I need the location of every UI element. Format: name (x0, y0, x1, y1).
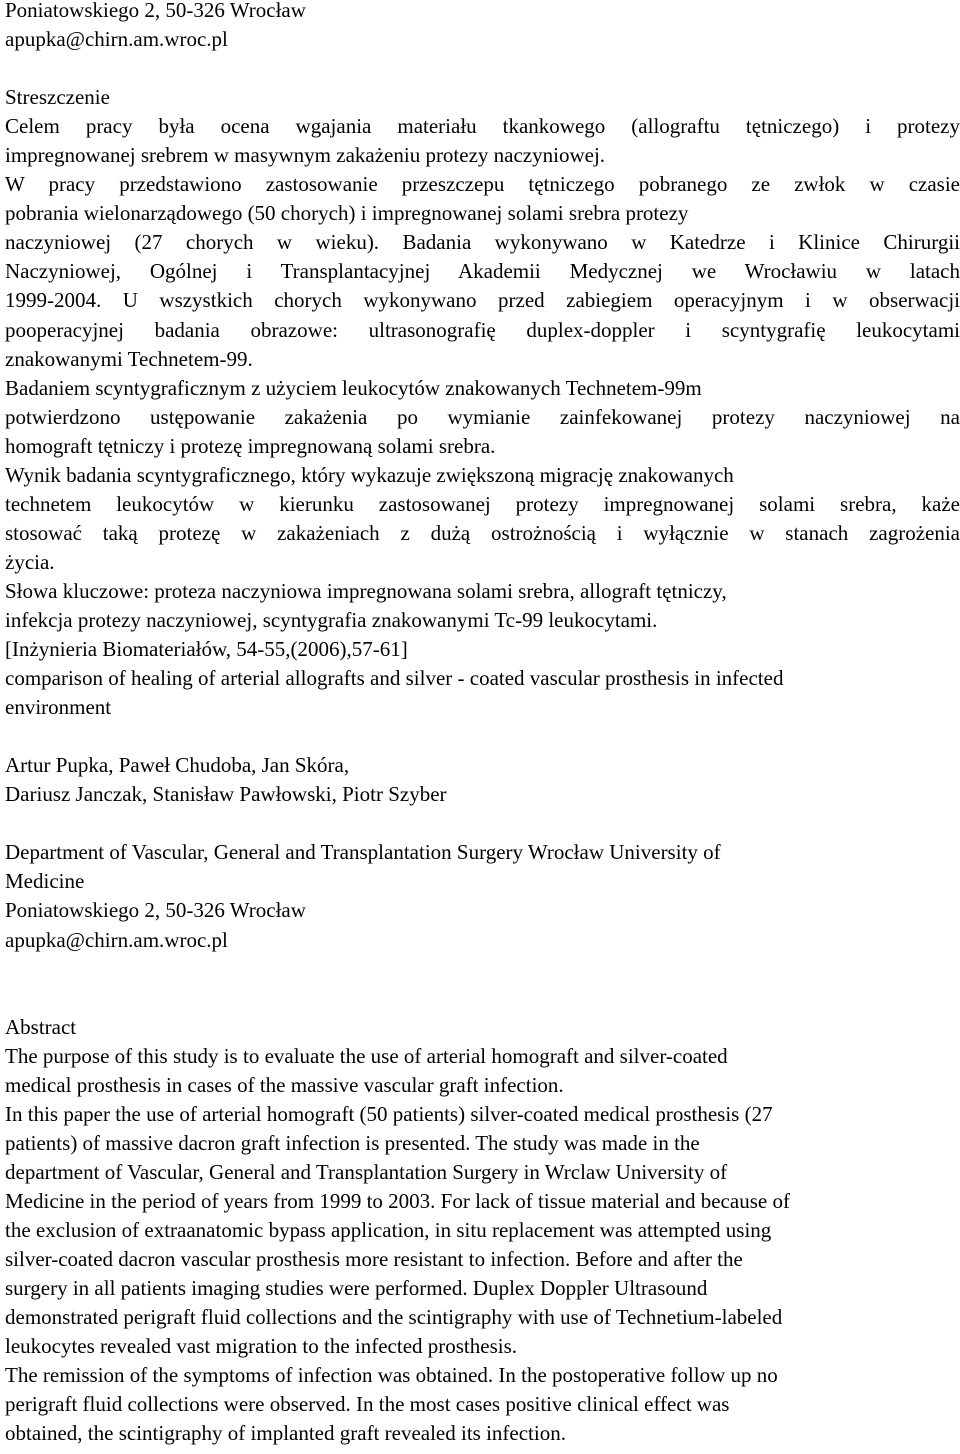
pl-abstract-line: 1999-2004. U wszystkich chorych wykonywano przed zabiegiem operacyjnym i w obserwacji (5, 288, 960, 313)
en-title-line: environment (5, 695, 112, 720)
en-abstract-line: surgery in all patients imaging studies were performed. Duplex Doppler Ultrasound (5, 1276, 708, 1301)
en-title-line: comparison of healing of arterial allografts and silver - coated vascular prosthesis in infected (5, 666, 784, 691)
pl-abstract-line: Badaniem scyntygraficznym z użyciem leukocytów znakowanych Technetem-99m (5, 375, 702, 400)
spacer (5, 955, 960, 984)
pl-abstract-line: homograft tętniczy i protezę impregnowaną solami srebra. (5, 433, 496, 458)
en-abstract-line: The purpose of this study is to evaluate the use of arterial homograft and silver-coated (5, 1043, 728, 1068)
pl-email: apupka@chirn.am.wroc.pl (5, 27, 228, 52)
document-page (5, 0, 960, 1448)
en-email: apupka@chirn.am.wroc.pl (5, 927, 228, 952)
en-abstract-line: medical prosthesis in cases of the massive vascular graft infection. (5, 1072, 564, 1097)
pl-abstract-line: potwierdzono ustępowanie zakażenia po wymianie zainfekowanej protezy naczyniowej na (5, 404, 960, 429)
spacer (5, 809, 960, 838)
pl-keywords-line: infekcja protezy naczyniowej, scyntygrafia znakowanymi Tc-99 leukocytami. (5, 607, 658, 632)
en-abstract-line: patients) of massive dacron graft infection is presented. The study was made in the (5, 1130, 700, 1155)
pl-abstract-line: impregnowanej srebrem w masywnym zakażeniu protezy naczyniowej. (5, 143, 606, 168)
en-address: Poniatowskiego 2, 50-326 Wrocław (5, 898, 306, 923)
pl-abstract-line: pooperacyjnej badania obrazowe: ultrasonografię duplex-doppler i scyntygrafię leukocytami (5, 317, 960, 342)
citation: [Inżynieria Biomateriałów, 54-55,(2006),57-61] (5, 637, 408, 662)
pl-keywords-line: Słowa kluczowe: proteza naczyniowa impregnowana solami srebra, allograft tętniczy, (5, 578, 727, 603)
pl-abstract-line: znakowanymi Technetem-99. (5, 346, 253, 371)
en-abstract-line: silver-coated dacron vascular prosthesis more resistant to infection. Before and after the (5, 1247, 743, 1272)
en-abstract-line: leukocytes revealed vast migration to the infected prosthesis. (5, 1334, 518, 1359)
pl-abstract-line: stosować taką protezę w zakażeniach z dużą ostrożnością i wyłącznie w stanach zagrożenia (5, 520, 960, 545)
authors-line: Artur Pupka, Paweł Chudoba, Jan Skóra, (5, 753, 350, 778)
en-abstract-line: obtained, the scintigraphy of implanted graft revealed its infection. (5, 1421, 566, 1446)
pl-address: Poniatowskiego 2, 50-326 Wrocław (5, 0, 306, 22)
pl-abstract-line: technetem leukocytów w kierunku zastosowanej protezy impregnowanej solami srebra, każe (5, 491, 960, 516)
pl-abstract-line: życia. (5, 549, 55, 574)
pl-abstract-line: naczyniowej (27 chorych w wieku). Badania wykonywano w Katedrze i Klinice Chirurgii (5, 230, 960, 255)
pl-abstract-line: pobrania wielonarządowego (50 chorych) i impregnowanej solami srebra protezy (5, 201, 689, 226)
en-abstract-line: In this paper the use of arterial homograft (50 patients) silver-coated medical prosthesis (27 (5, 1101, 773, 1126)
en-affiliation-line: Medicine (5, 869, 85, 894)
spacer (5, 984, 960, 1013)
en-abstract-line: the exclusion of extraanatomic bypass application, in situ replacement was attempted using (5, 1217, 772, 1242)
pl-abstract-line: Celem pracy była ocena wgajania materiału tkankowego (allograftu tętniczego) i protezy (5, 114, 960, 139)
pl-abstract-heading: Streszczenie (5, 85, 110, 110)
en-affiliation-line: Department of Vascular, General and Transplantation Surgery Wrocław University of (5, 840, 721, 865)
pl-abstract-line: Naczyniowej, Ogólnej i Transplantacyjnej Akademii Medycznej we Wrocławiu w latach (5, 259, 960, 284)
en-abstract-line: perigraft fluid collections were observed. In the most cases positive clinical effect was (5, 1392, 730, 1417)
en-abstract-line: The remission of the symptoms of infection was obtained. In the postoperative follow up no (5, 1363, 778, 1388)
pl-abstract-line: Wynik badania scyntygraficznego, który wykazuje zwiększoną migrację znakowanych (5, 462, 734, 487)
spacer (5, 54, 960, 83)
en-abstract-line: Medicine in the period of years from 1999 to 2003. For lack of tissue material and because of (5, 1188, 790, 1213)
spacer (5, 722, 960, 751)
authors-line: Dariusz Janczak, Stanisław Pawłowski, Piotr Szyber (5, 782, 447, 807)
en-abstract-line: department of Vascular, General and Transplantation Surgery in Wrclaw University of (5, 1159, 728, 1184)
en-abstract-line: demonstrated perigraft fluid collections and the scintigraphy with use of Technetium-labeled (5, 1305, 783, 1330)
en-abstract-heading: Abstract (5, 1014, 77, 1039)
pl-abstract-line: W pracy przedstawiono zastosowanie przeszczepu tętniczego pobranego ze zwłok w czasie (5, 172, 960, 197)
